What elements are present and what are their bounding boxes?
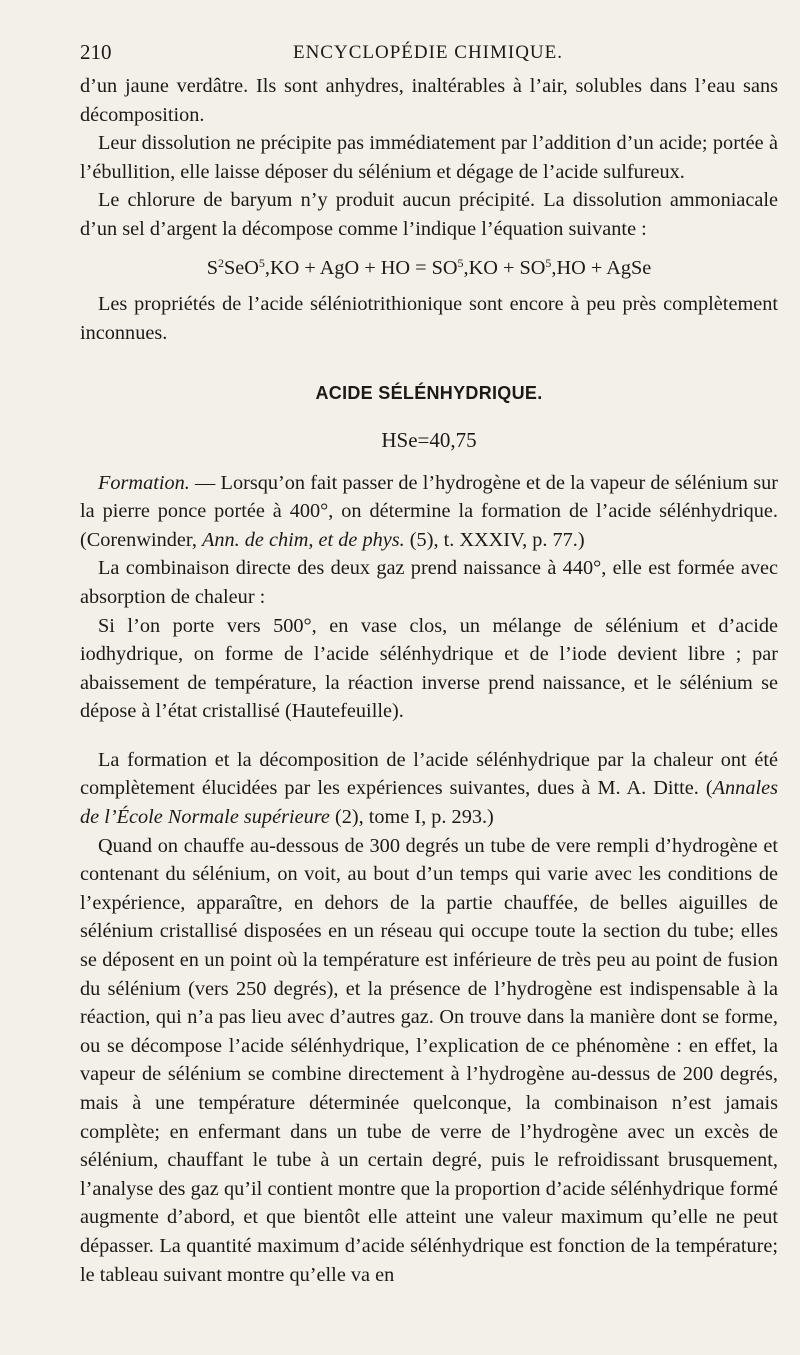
eq-sup: 2: [217, 255, 224, 270]
ditte-reference: Annales de l’École Normale supérieure: [80, 777, 778, 829]
page-header: [80, 40, 776, 70]
eq-part: SeO: [223, 256, 259, 279]
eq-part: S: [206, 256, 218, 279]
eq-part: ,HO + AgSe: [551, 256, 652, 279]
paragraph-3: Le chlorure de baryum n’y produit aucun précipité. La dissolution ammoniacale d’un sel d’argent la décompose comme l’indique l’équation suivante :: [80, 189, 778, 240]
page-body: [80, 72, 778, 1289]
paragraph-formation: [80, 469, 778, 555]
eq-part: ,KO + SO: [463, 256, 546, 279]
formation-text: — Lorsqu’on fait passer de l’hydrogène et de la vapeur de sélénium sur la pierre ponce portée à 400°, on détermine la formation de l’acide sélénhydrique. (Corenwinder,: [80, 471, 778, 551]
ditte-text: La formation et la décomposition de l’acide sélénhydrique par la chaleur ont été complètement élucidées par les expériences suivantes, dues à M. A. Ditte. (: [80, 748, 778, 800]
spacer: [80, 726, 778, 746]
paragraph-7: Si l’on porte vers 500°, en vase clos, un mélange de sélénium et d’acide iodhydrique, on forme de l’acide sélénhydrique et de l’iode devient libre ; par abaissement de température, la réaction inverse prend naissance, et le sélénium se dépose à l’état cristallisé (Hautefeuille).: [80, 614, 778, 723]
paragraph-1: d’un jaune verdâtre. Ils sont anhydres, inaltérables à l’air, solubles dans l’eau sans décomposition.: [80, 75, 778, 126]
eq-part: ,KO + AgO + HO = SO: [264, 256, 458, 279]
paragraph-9: Quand on chauffe au-dessous de 300 degrés un tube de vere rempli d’hydrogène et contenant du sélénium, on voit, au bout d’un temps qui varie avec les conditions de l’expérience, apparaître, en dehors de la partie chauffée, de belles aiguilles de sélénium cristallisé disposées en un réseau qui occupe toute la section du tube; elles se déposent en un point où la température est inférieure de très peu au point de fusion du sélénium (vers 250 degrés), et la présence de l’hydrogène est indispensable à la réaction, qui n’a pas lieu avec d’autres gaz. On trouve dans la manière dont se forme, ou se décompose l’acide sélénhydrique, l’explication de ce phénomène : en effet, la vapeur de sélénium se combine directement à l’hydrogène au-dessus de 200 degrés, mais à une température déterminée quelconque, la combinaison n’est jamais complète; en enfermant dans un tube de verre de l’hydrogène avec un excès de sélénium, chauffant le tube à un certain degré, puis le refroidissant brusquement, l’analyse des gaz qu’il contient montre que la proportion d’acide sélénhydrique formé augmente d’abord, et que bientôt elle atteint une valeur maximum qu’elle ne peut dépasser. La quantité maximum d’acide sélénhydrique est fonction de la température; le tableau suivant montre qu’elle va en: [80, 834, 778, 1286]
page-number: 210: [80, 40, 112, 64]
paragraph-6: La combinaison directe des deux gaz prend naissance à 440°, elle est formée avec absorption de chaleur :: [80, 557, 778, 608]
eq-sup: 5: [457, 255, 464, 270]
paragraph-4: Les propriétés de l’acide séléniotrithionique sont encore à peu près complètement inconnues.: [80, 293, 778, 344]
section-heading: ACIDE SÉLÉNHYDRIQUE.: [315, 383, 543, 404]
chemical-equation: [80, 254, 778, 283]
molecular-formula: HSe=40,75: [381, 427, 477, 452]
paragraph-8: [80, 746, 778, 832]
running-title: ENCYCLOPÉDIE CHIMIQUE.: [292, 42, 564, 63]
eq-sup: 5: [258, 255, 265, 270]
formation-reference: Ann. de chim, et de phys.: [201, 528, 405, 551]
paragraph-2: Leur dissolution ne précipite pas immédiatement par l’addition d’un acide; portée à l’ébullition, elle laisse déposer du sélénium et dégage de l’acide sulfureux.: [80, 132, 778, 183]
formation-end: (5), t. XXXIV, p. 77.): [404, 528, 585, 551]
eq-sup: 5: [545, 255, 552, 270]
ditte-end: (2), tome I, p. 293.): [329, 806, 494, 829]
formation-label: Formation.: [98, 471, 190, 494]
